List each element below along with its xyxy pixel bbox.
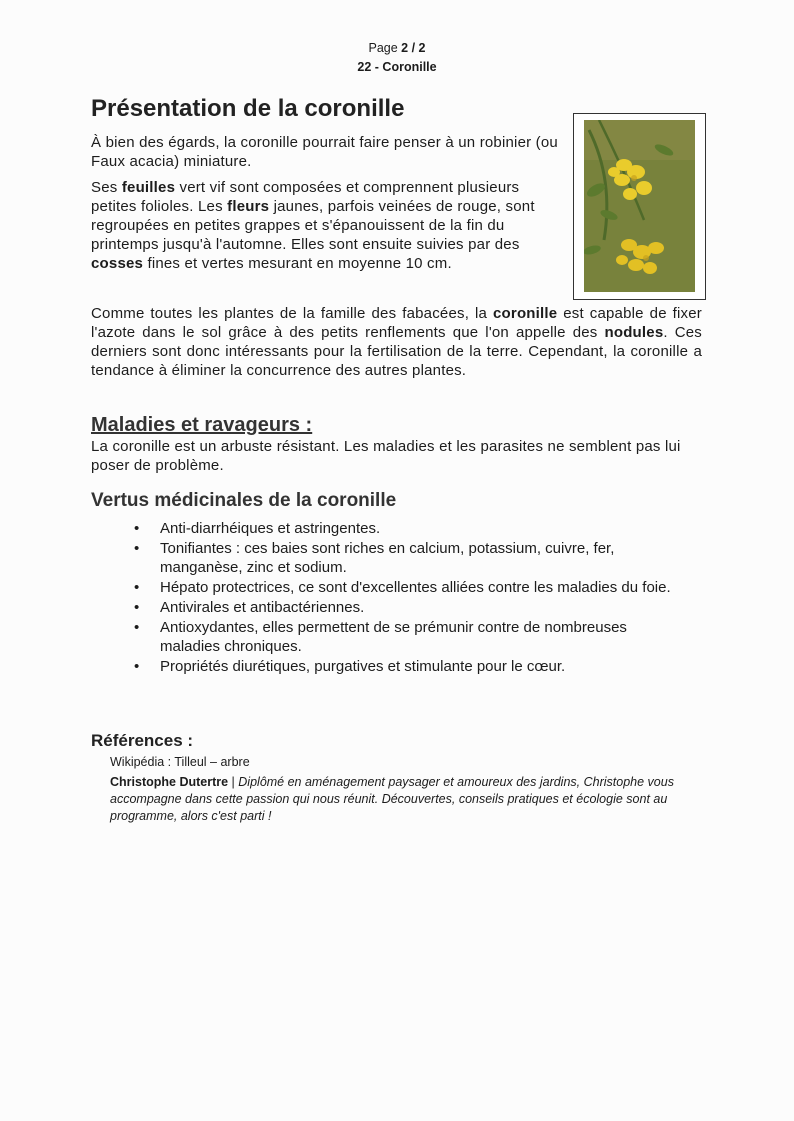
reference-wikipedia: Wikipédia : Tilleul – arbre	[110, 755, 250, 769]
bullet-icon: •	[134, 658, 140, 675]
bold-term: coronille	[493, 305, 558, 322]
vertus-list	[134, 519, 680, 677]
list-item: • Hépato protectrices, ce sont d'excellentes alliées contre les maladies du foie.	[134, 579, 671, 596]
section-title-presentation: Présentation de la coronille	[91, 95, 405, 122]
intro-paragraph-2	[91, 178, 561, 273]
list-item: • Antioxydantes, elles permettent de se prémunir contre de nombreuses maladies chroniques.	[134, 619, 627, 655]
list-item: • Antivirales et antibactériennes.	[134, 599, 365, 616]
list-item: • Tonifiantes : ces baies sont riches en calcium, potassium, cuivre, fer, manganèse, zinc et sodium.	[134, 540, 615, 576]
section-title-references: Références :	[91, 731, 194, 750]
coronilla-flower-image	[584, 120, 695, 292]
fabaceae-paragraph	[91, 304, 702, 380]
page-header	[0, 39, 794, 77]
bullet-icon: •	[134, 599, 140, 616]
plant-photo-frame	[573, 113, 706, 300]
bullet-icon: •	[134, 619, 140, 636]
section-title-vertus: Vertus médicinales de la coronille	[91, 490, 397, 511]
bold-term: feuilles	[121, 179, 176, 196]
intro-text	[91, 133, 561, 280]
document-title: 22 - Coronille	[357, 60, 437, 74]
maladies-text: La coronille est un arbuste résistant. Les maladies et les parasites ne semblent pas lui poser de problème.	[91, 438, 681, 474]
bullet-icon: •	[134, 579, 140, 596]
intro-paragraph-1: À bien des égards, la coronille pourrait faire penser à un robinier (ou Faux acacia) miniature.	[91, 134, 558, 170]
text-run: Ses	[91, 179, 122, 196]
author-name: Christophe Dutertre	[110, 775, 229, 789]
text-run: vert vif sont composées et comprennent plusieurs petites folioles. Les	[91, 179, 520, 215]
text-run: fines et vertes mesurant en moyenne 10 cm.	[143, 255, 452, 272]
author-separator: |	[228, 775, 239, 789]
bullet-icon: •	[134, 520, 140, 537]
text-run: est capable de fixer l'azote dans le sol grâce à des petits renflements que l'on appelle des	[91, 305, 702, 341]
bold-term: cosses	[91, 255, 144, 272]
page-number-value: 2 / 2	[401, 41, 426, 55]
list-item: • Propriétés diurétiques, purgatives et stimulante pour le cœur.	[134, 658, 566, 675]
bold-term: fleurs	[227, 198, 270, 215]
text-run: jaunes, parfois veinées de rouge, sont regroupées en petites grappes et s'épanouissent de la fin du printemps jusqu'à l'automne. Elles sont ensuite suivies par des	[91, 198, 535, 253]
author-bio: Diplômé en aménagement paysager et amoureux des jardins, Christophe vous accompagne dans cette passion qui nous réunit. Découvertes, conseils pratiques et écologie sont au programme, alors c'est parti !	[110, 775, 674, 823]
text-run: Comme toutes les plantes de la famille des fabacées, la	[91, 305, 493, 322]
flower-photo-illustration	[584, 120, 695, 292]
reference-author	[110, 774, 700, 825]
section-title-maladies: Maladies et ravageurs :	[91, 414, 313, 436]
text-run: . Ces derniers sont donc intéressants pour la fertilisation de la terre. Cependant, la coronille a tendance à éliminer la concurrence des autres plantes.	[91, 324, 702, 379]
page-number: Page 2 / 2	[368, 41, 426, 55]
bold-term: nodules	[604, 324, 664, 341]
bullet-icon: •	[134, 540, 140, 557]
list-item: • Anti-diarrhéiques et astringentes.	[134, 520, 381, 537]
